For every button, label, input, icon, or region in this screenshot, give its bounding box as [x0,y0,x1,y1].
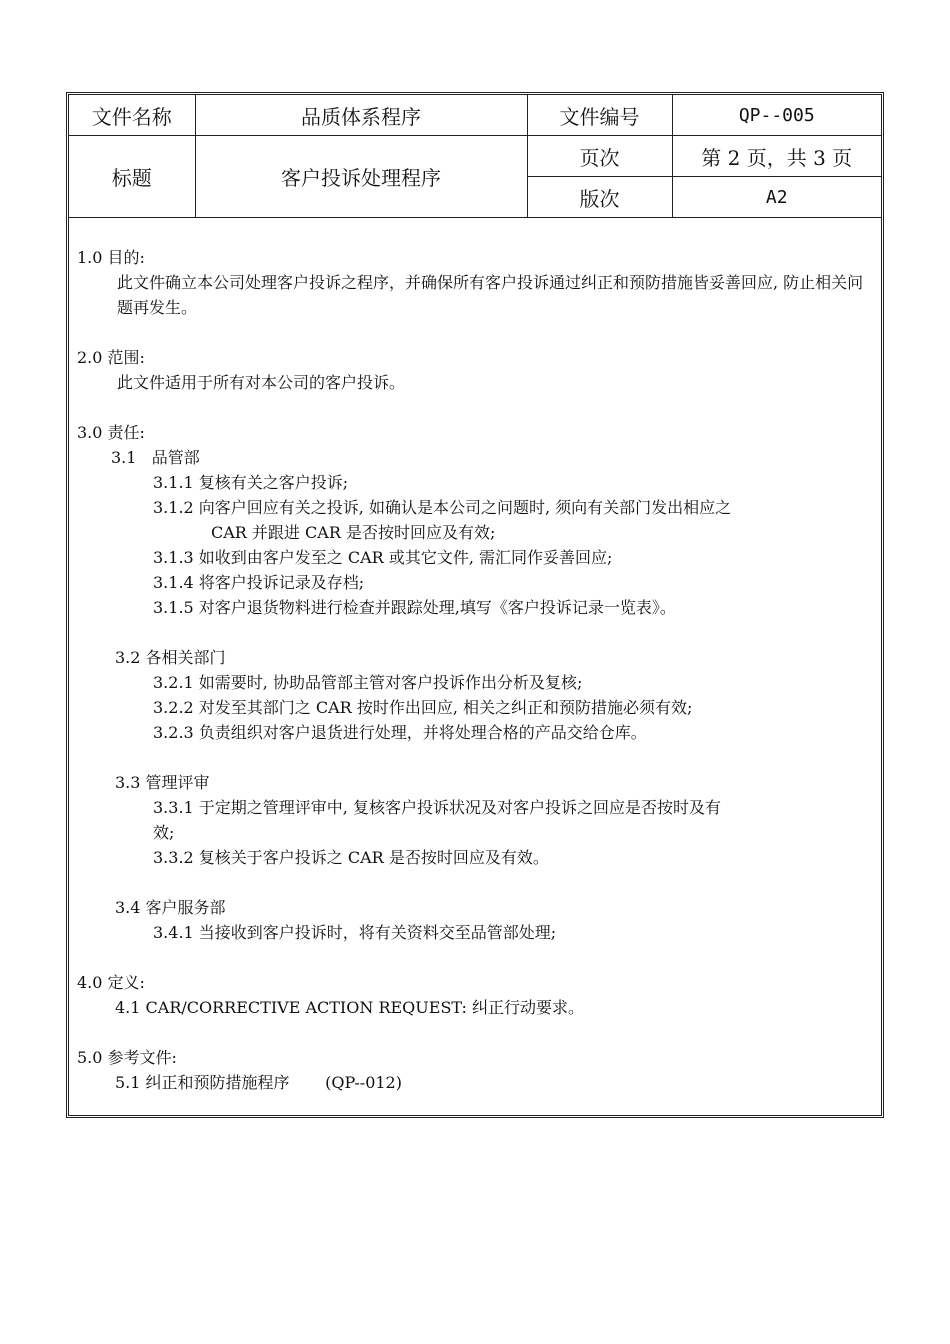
section-text: 此文件确立本公司处理客户投诉之程序，并确保所有客户投诉通过纠正和预防措施皆妥善回应, 防止相关问题再发生。 [117,273,864,317]
doc-number-value: QP--005 [672,95,881,136]
section-scope [77,345,881,395]
doc-name-label: 文件名称 [69,95,195,136]
section-heading: 2.0 范围: [77,348,145,367]
subsection-management-review [77,770,881,870]
subsection-title: 3.3 管理评审 [115,773,210,792]
subsection-related-depts [77,645,881,745]
section-text: 此文件适用于所有对本公司的客户投诉。 [117,373,406,392]
list-item: 3.1.3 如收到由客户发至之 CAR 或其它文件, 需汇同作妥善回应; [153,548,613,567]
section-heading: 3.0 责任: [77,423,145,442]
list-item: 3.3.1 于定期之管理评审中, 复核客户投诉状况及对客户投诉之回应是否按时及有 [153,798,721,817]
section-heading: 1.0 目的: [77,248,145,267]
list-item: 3.1.1 复核有关之客户投诉; [153,473,349,492]
version-value: A2 [672,177,881,218]
list-item: 3.1.4 将客户投诉记录及存档; [153,573,365,592]
subsection-customer-service [77,895,881,945]
section-heading: 4.0 定义: [77,973,145,992]
list-item: 3.2.1 如需要时, 协助品管部主管对客户投诉作出分析及复核; [153,673,583,692]
section-heading: 5.0 参考文件: [77,1048,177,1067]
list-item: 3.4.1 当接收到客户投诉时，将有关资料交至品管部处理; [153,923,557,942]
section-responsibility [77,420,881,945]
subsection-qc-dept [77,445,881,620]
subsection-title: 3.2 各相关部门 [115,648,226,667]
doc-name-value: 品质体系程序 [195,95,527,136]
document-frame [66,92,884,1118]
subsection-title: 3.1 品管部 [111,448,200,467]
page-label: 页次 [527,136,672,177]
document-body [69,218,881,1095]
title-value: 客户投诉处理程序 [195,136,527,218]
list-item: 3.2.3 负责组织对客户退货进行处理，并将处理合格的产品交给仓库。 [153,723,647,742]
list-item-continuation: 效; [153,823,175,842]
list-item: 3.2.2 对发至其部门之 CAR 按时作出回应, 相关之纠正和预防措施必须有效; [153,698,693,717]
list-item: 3.1.5 对客户退货物料进行检查并跟踪处理,填写《客户投诉记录一览表》。 [153,598,676,617]
document-header-table [69,95,881,218]
section-definitions [77,970,881,1020]
list-item-continuation: CAR 并跟进 CAR 是否按时回应及有效; [211,523,496,542]
version-label: 版次 [527,177,672,218]
title-label: 标题 [69,136,195,218]
list-item: 5.1 纠正和预防措施程序 (QP--012) [115,1073,402,1092]
subsection-title: 3.4 客户服务部 [115,898,226,917]
list-item: 4.1 CAR/CORRECTIVE ACTION REQUEST: 纠正行动要求。 [115,998,584,1017]
page-value: 第 2 页，共 3 页 [672,136,881,177]
section-references [77,1045,881,1095]
list-item: 3.1.2 向客户回应有关之投诉, 如确认是本公司之问题时, 须向有关部门发出相应之 [153,498,732,517]
section-purpose [77,245,881,320]
list-item: 3.3.2 复核关于客户投诉之 CAR 是否按时回应及有效。 [153,848,549,867]
doc-number-label: 文件编号 [527,95,672,136]
